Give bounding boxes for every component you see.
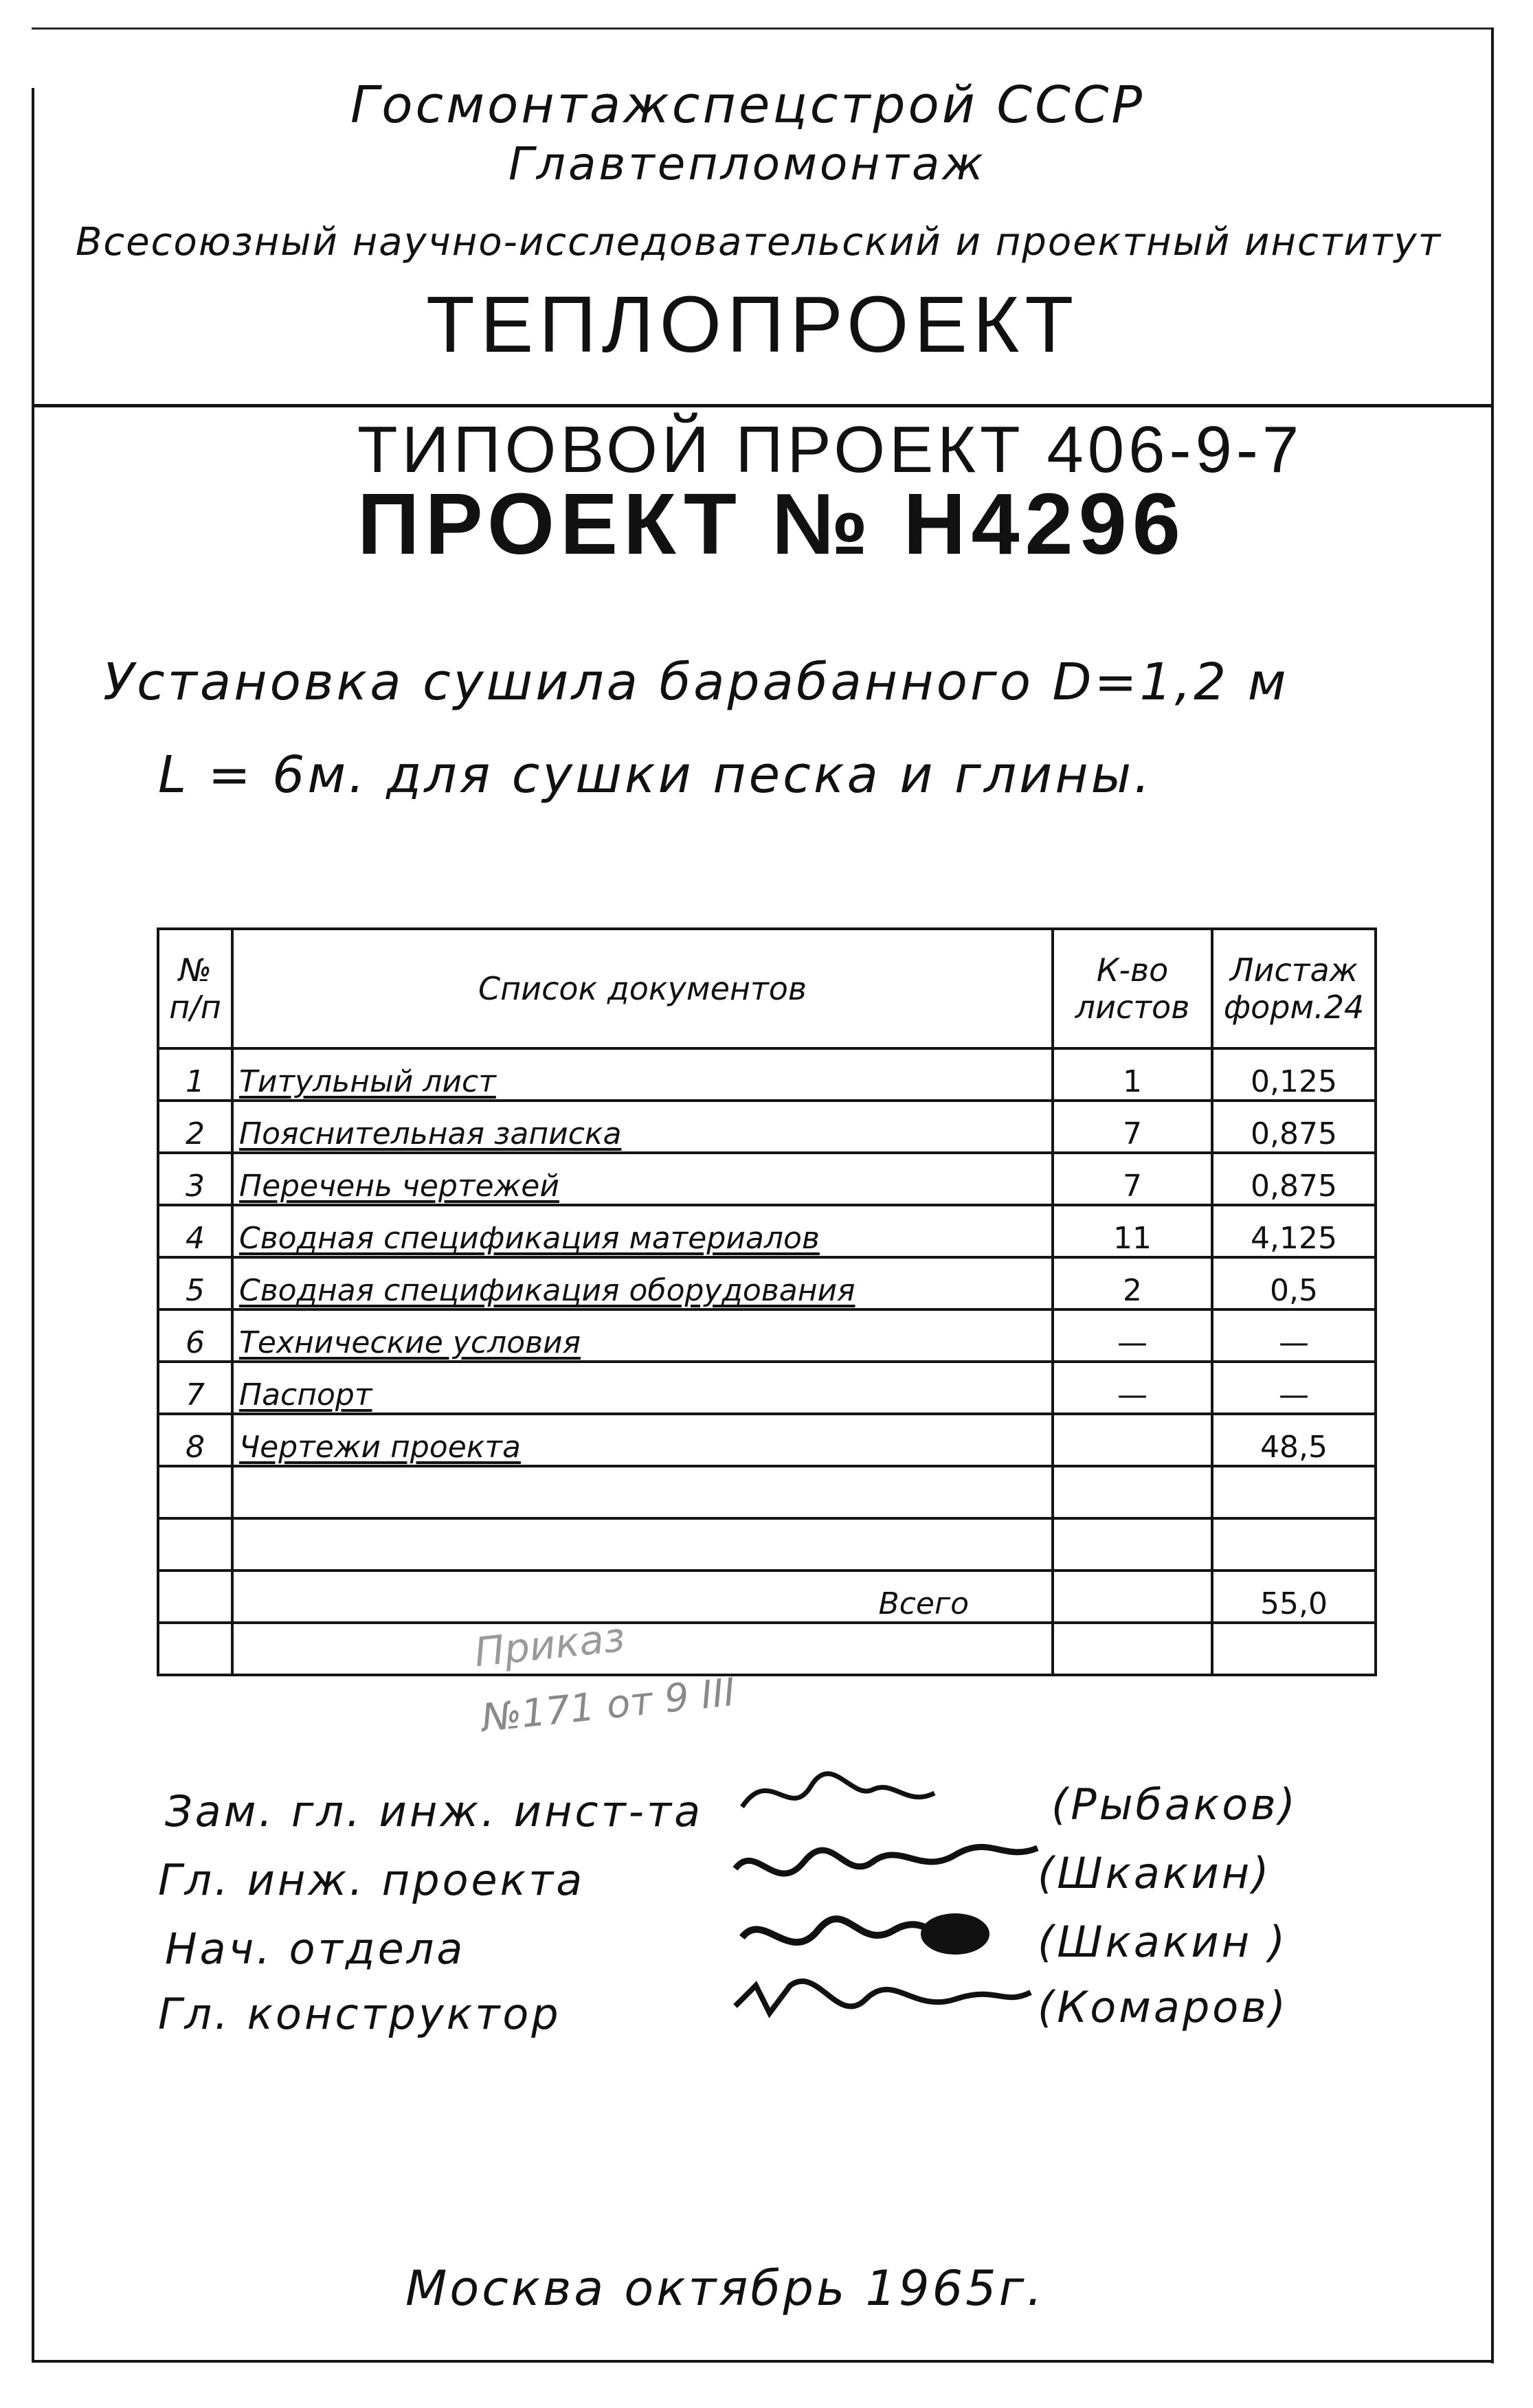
documents-table <box>157 927 1377 1676</box>
org-institute-name: ТЕПЛОПРОЕКТ <box>426 280 1079 369</box>
header-format: Листаж форм.24 <box>1212 929 1376 1048</box>
approval-stamp-line-1: Приказ <box>472 1613 627 1676</box>
place-and-date: Москва октябрь 1965г. <box>405 2260 1045 2317</box>
header-num: № п/п <box>158 929 232 1048</box>
row-format: 0,125 <box>1212 1048 1376 1101</box>
total-label: Всего <box>232 1571 1053 1623</box>
signature-name-4: (Комаров) <box>1038 1982 1288 2032</box>
row-num: 3 <box>158 1153 232 1205</box>
description-line-2: L = 6м. для сушки песка и глины. <box>158 745 1153 804</box>
empty-cell <box>1212 1518 1376 1571</box>
table-row <box>158 1362 1376 1414</box>
row-title: Пояснительная записка <box>232 1101 1053 1153</box>
empty-cell <box>232 1466 1053 1518</box>
empty-cell <box>158 1623 232 1675</box>
frame-left-line <box>32 88 34 2362</box>
empty-cell <box>158 1571 232 1623</box>
org-trust: Главтепломонтаж <box>508 137 986 190</box>
row-title: Сводная спецификация оборудования <box>232 1257 1053 1309</box>
empty-cell <box>158 1466 232 1518</box>
row-title: Чертежи проекта <box>232 1414 1053 1466</box>
empty-cell <box>232 1623 1053 1675</box>
row-title: Технические условия <box>232 1309 1053 1362</box>
row-format: 4,125 <box>1212 1205 1376 1257</box>
row-format: 48,5 <box>1212 1414 1376 1466</box>
signature-4 <box>735 1981 1031 2013</box>
frame-top-line <box>32 27 1494 30</box>
row-count <box>1053 1414 1212 1466</box>
table-total-row <box>158 1571 1376 1623</box>
signature-role-4: Гл. конструктор <box>158 1989 561 2039</box>
empty-cell <box>158 1518 232 1571</box>
row-format: 0,875 <box>1212 1153 1376 1205</box>
description-line-1: Установка сушила барабанного D=1,2 м <box>103 653 1289 712</box>
signature-role-2: Гл. инж. проекта <box>158 1855 585 1905</box>
signature-name-3: (Шкакин ) <box>1038 1917 1288 1967</box>
row-title: Титульный лист <box>232 1048 1053 1101</box>
empty-cell <box>232 1518 1053 1571</box>
total-format: 55,0 <box>1212 1571 1376 1623</box>
row-count: — <box>1053 1362 1212 1414</box>
empty-cell <box>1053 1571 1212 1623</box>
approval-stamp-line-2: №171 от 9 III <box>479 1669 737 1742</box>
signature-2 <box>735 1847 1038 1873</box>
org-institute-full: Всесоюзный научно-исследовательский и проектный институт <box>76 220 1442 265</box>
table-row-empty <box>158 1466 1376 1518</box>
typical-project-number: ТИПОВОЙ ПРОЕКТ 406-9-7 <box>357 413 1303 486</box>
empty-cell <box>1212 1623 1376 1675</box>
row-num: 2 <box>158 1101 232 1153</box>
header-divider <box>32 404 1494 407</box>
row-num: 7 <box>158 1362 232 1414</box>
table-header-row <box>158 929 1376 1048</box>
org-ministry: Госмонтажспецстрой СССР <box>350 76 1145 135</box>
row-count: 2 <box>1053 1257 1212 1309</box>
project-number: ПРОЕКТ № Н4296 <box>357 475 1186 572</box>
signature-name-2: (Шкакин) <box>1038 1848 1272 1898</box>
frame-bottom-line <box>32 2360 1494 2363</box>
signature-role-3: Нач. отдела <box>165 1924 466 1974</box>
row-title: Паспорт <box>232 1362 1053 1414</box>
table-row <box>158 1048 1376 1101</box>
frame-right-line <box>1491 27 1494 2363</box>
row-format: 0,5 <box>1212 1257 1376 1309</box>
signature-role-1: Зам. гл. инж. инст-та <box>165 1786 704 1836</box>
header-title: Список документов <box>232 929 1053 1048</box>
header-count: К-во листов <box>1053 929 1212 1048</box>
table-row-empty <box>158 1623 1376 1675</box>
table-row <box>158 1309 1376 1362</box>
ink-blot <box>921 1913 989 1955</box>
table-row-empty <box>158 1518 1376 1571</box>
empty-cell <box>1212 1466 1376 1518</box>
empty-cell <box>1053 1518 1212 1571</box>
empty-cell <box>1053 1466 1212 1518</box>
table-row <box>158 1414 1376 1466</box>
row-num: 4 <box>158 1205 232 1257</box>
table-row <box>158 1257 1376 1309</box>
row-title: Перечень чертежей <box>232 1153 1053 1205</box>
row-num: 1 <box>158 1048 232 1101</box>
table-row <box>158 1153 1376 1205</box>
row-format: — <box>1212 1362 1376 1414</box>
empty-cell <box>1053 1623 1212 1675</box>
table-row <box>158 1101 1376 1153</box>
row-num: 8 <box>158 1414 232 1466</box>
row-count: 7 <box>1053 1101 1212 1153</box>
row-format: — <box>1212 1309 1376 1362</box>
table-row <box>158 1205 1376 1257</box>
signature-1 <box>742 1774 935 1807</box>
row-title: Сводная спецификация материалов <box>232 1205 1053 1257</box>
handwritten-signatures <box>728 1759 1044 2047</box>
row-format: 0,875 <box>1212 1101 1376 1153</box>
row-count: 1 <box>1053 1048 1212 1101</box>
signature-name-1: (Рыбаков) <box>1051 1779 1298 1830</box>
row-count: — <box>1053 1309 1212 1362</box>
row-count: 11 <box>1053 1205 1212 1257</box>
row-num: 5 <box>158 1257 232 1309</box>
row-count: 7 <box>1053 1153 1212 1205</box>
row-num: 6 <box>158 1309 232 1362</box>
